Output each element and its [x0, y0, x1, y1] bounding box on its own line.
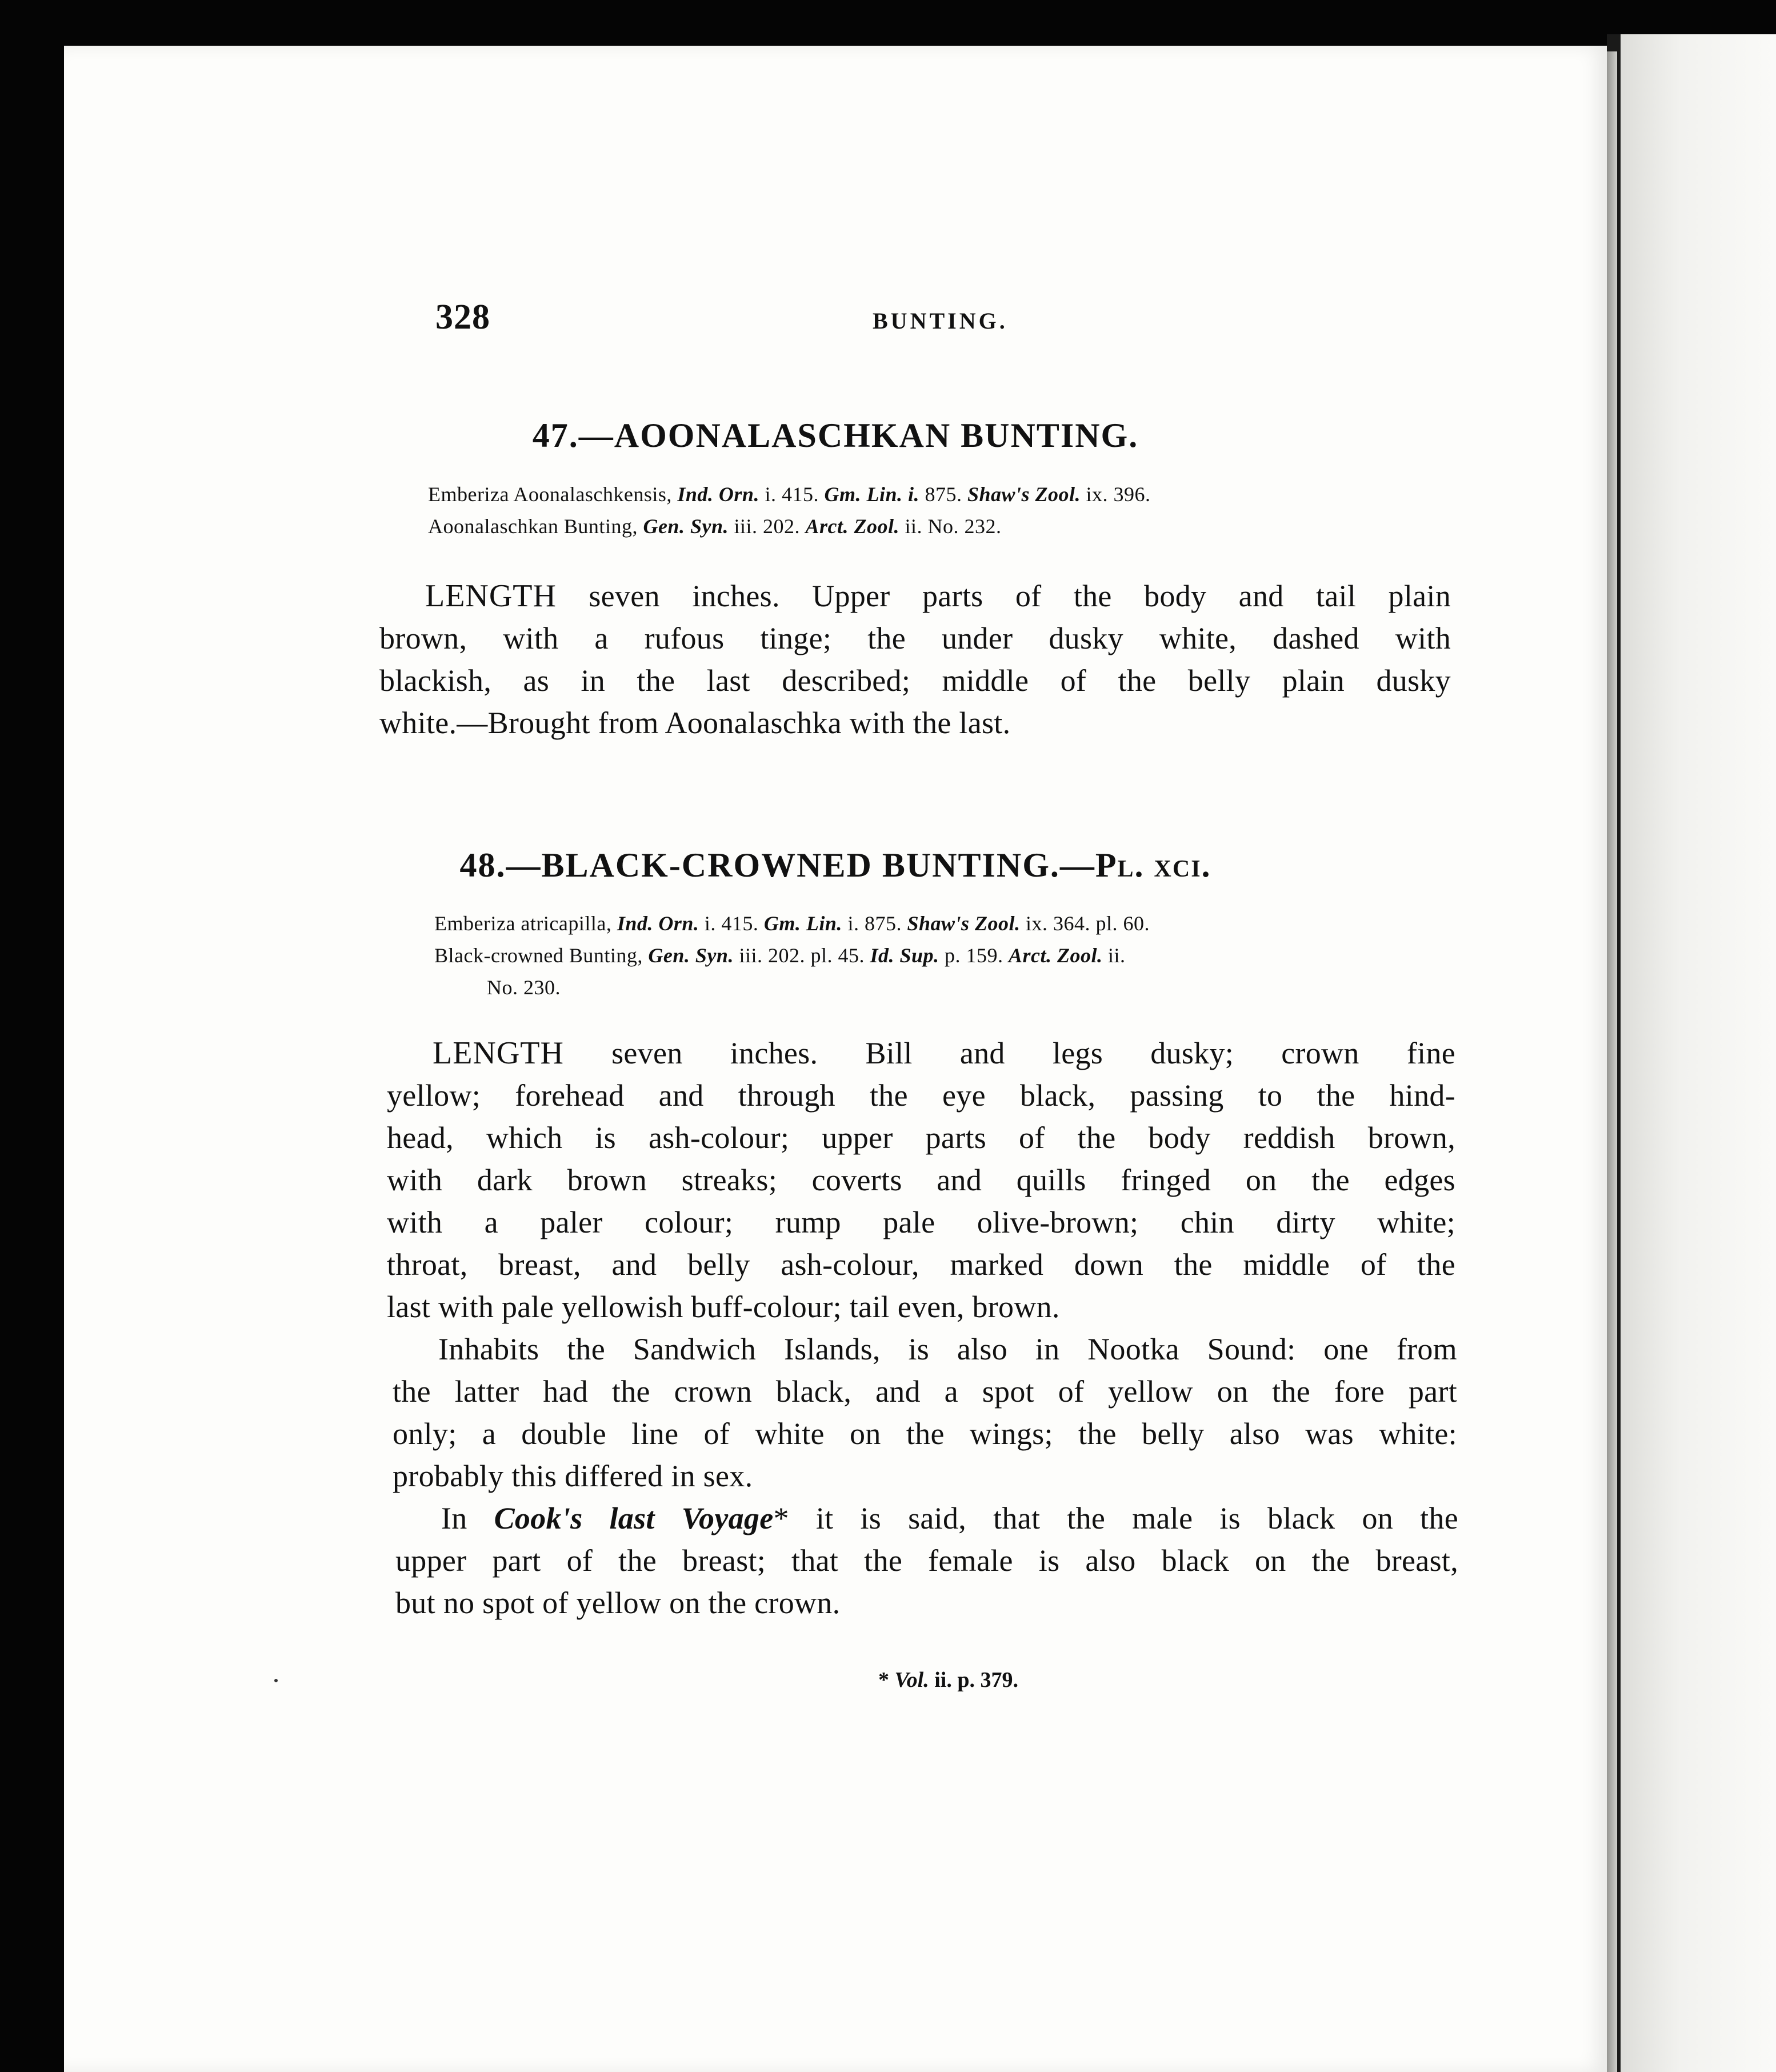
text-line: probably this differed in sex. — [393, 1459, 753, 1493]
running-head — [435, 297, 1441, 349]
entry-47-title: 47.—AOONALASCHKAN BUNTING. — [532, 417, 1139, 454]
text-line: Inhabits the Sandwich Islands, is also in Nootka Sound: one from — [438, 1332, 1457, 1366]
facing-page — [1617, 34, 1776, 2072]
text-line: blackish, as in the last described; middle of the belly plain dusky — [379, 663, 1451, 698]
text-line: head, which is ash-colour; upper parts of the body reddish brown, — [387, 1121, 1455, 1155]
text-line: only; a double line of white on the wings; the belly also was white: — [393, 1417, 1457, 1451]
text-line: the latter had the crown black, and a spot of yellow on the fore part — [393, 1374, 1457, 1409]
entry-48-synonym-line-2: Black-crowned Bunting, Gen. Syn. iii. 202. pl. 45. Id. Sup. p. 159. Arct. Zool. ii. — [434, 944, 1126, 967]
book-page — [64, 46, 1607, 2072]
entry-48-description — [387, 1032, 1455, 1328]
entry-48-synonym-line-3: No. 230. — [487, 976, 561, 999]
text-line: yellow; forehead and through the eye black, passing to the hind- — [387, 1078, 1455, 1113]
plate-reference: Pl. xci. — [1095, 846, 1211, 884]
text-line: LENGTH seven inches. Bill and legs dusky; crown fine — [433, 1035, 1455, 1071]
entry-48-distribution — [393, 1328, 1457, 1497]
text-line: but no spot of yellow on the crown. — [395, 1586, 841, 1620]
entry-48-title: 48.—BLACK-CROWNED BUNTING.—Pl. xci. — [459, 846, 1211, 884]
text-line: last with pale yellowish buff-colour; tail even, brown. — [387, 1290, 1060, 1324]
entry-47-description — [379, 575, 1451, 744]
text-line: brown, with a rufous tinge; the under dusky white, dashed with — [379, 621, 1451, 655]
text-line: with a paler colour; rump pale olive-brown; chin dirty white; — [387, 1205, 1455, 1239]
entry-48-synonym-line-1: Emberiza atricapilla, Ind. Orn. i. 415. Gm. Lin. i. 875. Shaw's Zool. ix. 364. pl. 60. — [434, 912, 1150, 935]
running-title: BUNTING. — [873, 308, 1008, 334]
text-line: throat, breast, and belly ash-colour, marked down the middle of the — [387, 1247, 1455, 1282]
entry-47-synonym-line-1: Emberiza Aoonalaschkensis, Ind. Orn. i. 415. Gm. Lin. i. 875. Shaw's Zool. ix. 396. — [428, 483, 1151, 506]
text-line: white.—Brought from Aoonalaschka with the last. — [379, 706, 1011, 740]
text-line: In Cook's last Voyage* it is said, that the male is black on the — [441, 1501, 1458, 1535]
entry-48-cook-note — [395, 1497, 1458, 1624]
text-line: upper part of the breast; that the female is also black on the breast, — [395, 1543, 1458, 1578]
scan-speck — [274, 1679, 278, 1682]
page-number: 328 — [435, 298, 490, 337]
entry-47-synonym-line-2: Aoonalaschkan Bunting, Gen. Syn. iii. 202. Arct. Zool. ii. No. 232. — [428, 515, 1002, 538]
text-line: LENGTH seven inches. Upper parts of the body and tail plain — [425, 578, 1451, 614]
footnote: * Vol. ii. p. 379. — [878, 1668, 1018, 1692]
text-line: with dark brown streaks; coverts and quills fringed on the edges — [387, 1163, 1455, 1197]
